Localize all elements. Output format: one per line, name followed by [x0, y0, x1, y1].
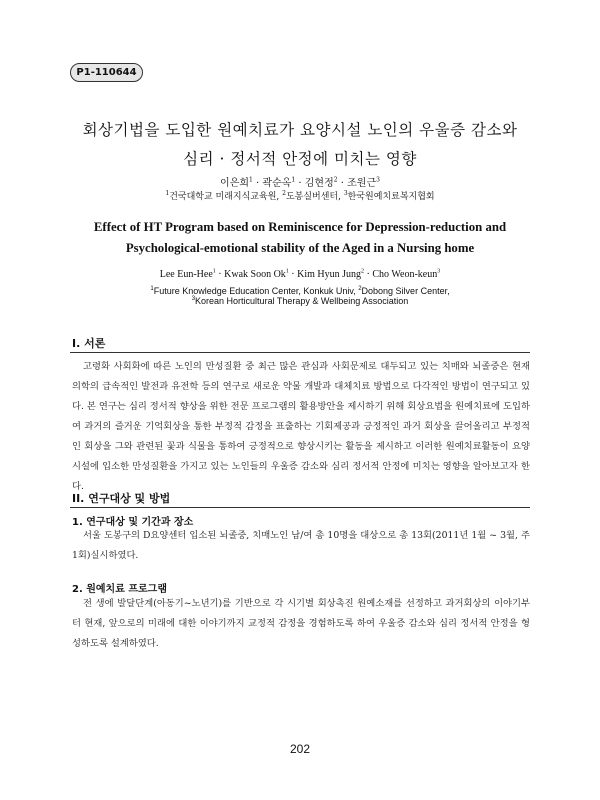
- superscript-marker: 2: [282, 190, 286, 197]
- author-name: 조원근: [347, 178, 377, 189]
- title-korean-line1: 회상기법을 도입한 원예치료가 요양시설 노인의 우울증 감소와: [82, 121, 518, 139]
- subsection-heading-subjects: 1. 연구대상 및 기간과 장소: [72, 517, 194, 528]
- paper-id-badge: P1-110644: [70, 63, 143, 82]
- superscript-marker: 3: [437, 268, 441, 275]
- author-name: Cho Weon-keun: [372, 269, 438, 280]
- author-name: 김현정: [304, 178, 334, 189]
- section-heading-introduction: I. 서론: [72, 337, 106, 350]
- affiliation-text: 건국대학교 미래지식교육원,: [169, 192, 283, 202]
- superscript-marker: 1: [285, 268, 289, 275]
- superscript-marker: 3: [376, 176, 380, 184]
- superscript-marker: 2: [361, 268, 365, 275]
- superscript-marker: 1: [150, 286, 154, 292]
- affiliation-text: Dobong Silver Center,: [361, 286, 450, 296]
- author-name: Lee Eun-Hee: [159, 269, 213, 280]
- superscript-marker: 2: [358, 286, 362, 292]
- affiliations-english-line2: [60, 296, 540, 306]
- superscript-marker: 3: [343, 190, 348, 197]
- affiliation-text: 도봉실버센터,: [285, 192, 344, 202]
- author-name: 곽순옥: [262, 178, 292, 189]
- affiliation-text: Future Knowledge Education Center, Konkuk Univ,: [153, 286, 359, 296]
- author-name: 이은희: [220, 178, 250, 189]
- affiliation-text: 한국원예치료복지협회: [347, 192, 435, 202]
- author-separator: ·: [215, 269, 225, 280]
- author-separator: ·: [295, 178, 305, 189]
- author-name: Kwak Soon Ok: [224, 269, 286, 280]
- title-english-line2: Psychological-emotional stability of the Aged in a Nursing home: [125, 241, 475, 255]
- author-separator: ·: [288, 269, 298, 280]
- page-number: 202: [289, 742, 311, 756]
- superscript-marker: 3: [191, 296, 196, 302]
- authors-korean: [60, 174, 540, 189]
- affiliation-text: Korean Horticultural Therapy & Wellbeing Association: [195, 296, 409, 306]
- section-divider: [70, 507, 530, 508]
- affiliations-korean: [60, 189, 540, 202]
- author-separator: ·: [252, 178, 263, 189]
- superscript-marker: 1: [212, 268, 216, 275]
- title-english-line1: Effect of HT Program based on Reminiscence for Depression-reduction and: [93, 220, 507, 234]
- superscript-marker: 1: [249, 176, 253, 184]
- superscript-marker: 1: [165, 190, 170, 197]
- program-paragraph: 전 생에 발달단계(아동기~노년기)를 기반으로 각 시기별 회상촉진 원예소재를 선정하고 과거회상의 이야기부터 현재, 앞으로의 미래에 대한 이야기까지 교정적 감정을 경험하도록 하여 우울증 감소와 심리 정서적 안정을 형성하도록 설계하였다.: [72, 598, 530, 649]
- title-korean-line2: 심리 · 정서적 안정에 미치는 영향: [183, 150, 417, 168]
- author-separator: ·: [337, 178, 348, 189]
- introduction-paragraph: 고령화 사회화에 따른 노인의 만성질환 중 최근 많은 관심과 사회문제로 대두되고 있는 치매와 뇌졸중은 현재 의학의 급속적인 발전과 유전학 등의 연구로 새로운 약물 개발과 대체치료 방법으로 다각적인 방법이 연구되고 있다. 본 연구는 심리 정서적 향상을 위한 전문 프로그램의 활용방안을 제시하기 위해 회상요법을 원예치료에 도입하여 과거의 즐거운 기억회상을 통한 부정적 감정을 표출하는 기회제공과 긍정적인 과거 회상을 끌어올리고 부정적인 회상을 그와 관련된 꽃과 식물을 통하여 긍정적으로 향상시키는 활동을 제시하고 이러한 원예치료활동이 요양시설에 입소한 만성질환을 가지고 있는 노인들의 우울증 감소와 심리 정서적 안정에 미치는 영향을 알아보고자 한다.: [72, 361, 530, 492]
- author-name: Kim Hyun Jung: [297, 269, 362, 280]
- superscript-marker: 2: [333, 176, 338, 184]
- affiliations-english-line1: [60, 286, 540, 296]
- subjects-paragraph: 서울 도봉구의 D요양센터 입소된 뇌졸중, 치매노인 남/여 총 10명을 대상으로 총 13회(2011년 1월 ~ 3월, 주 1회)실시하였다.: [72, 530, 530, 561]
- authors-english: [60, 269, 540, 280]
- section-divider: [70, 352, 530, 353]
- section-heading-methods: II. 연구대상 및 방법: [72, 492, 171, 505]
- author-separator: ·: [364, 269, 373, 280]
- subsection-heading-program: 2. 원예치료 프로그램: [72, 584, 167, 595]
- superscript-marker: 1: [291, 176, 296, 184]
